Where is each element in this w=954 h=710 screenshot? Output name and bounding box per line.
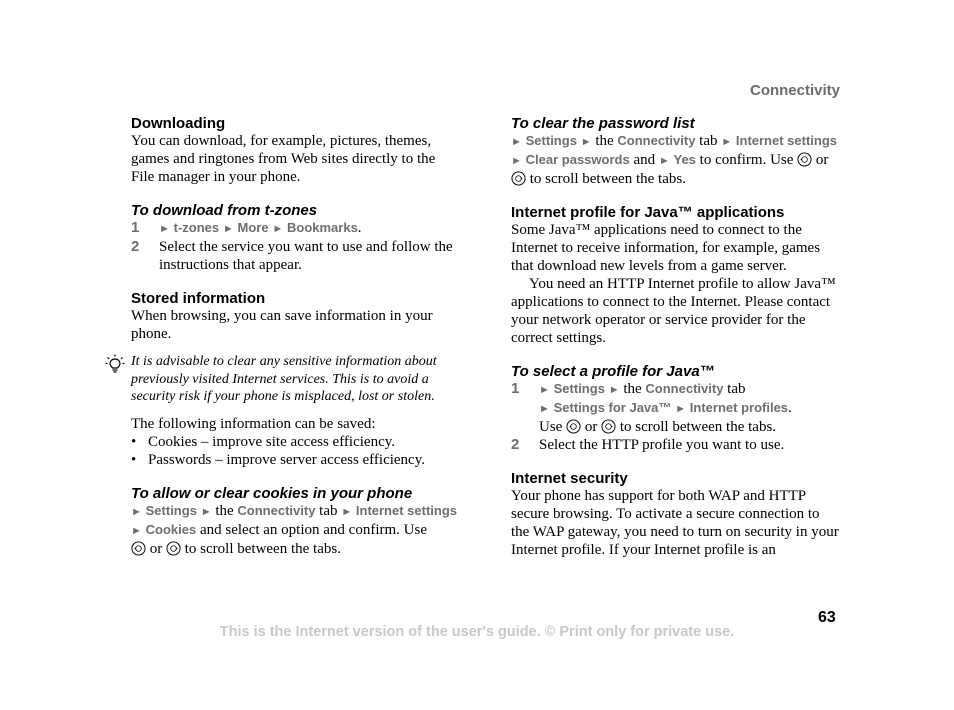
list-item: • Passwords – improve server access efficiency. xyxy=(131,451,461,469)
text: or xyxy=(815,152,829,168)
text: and xyxy=(633,152,656,168)
step-number: 2 xyxy=(511,436,520,453)
section-title: Connectivity xyxy=(749,82,840,99)
tzones-heading: To download from t-zones xyxy=(131,202,318,219)
tip-note xyxy=(131,353,461,406)
text: the xyxy=(623,381,642,397)
menu-item-bookmarks[interactable]: Bookmarks xyxy=(286,220,358,235)
text: Use xyxy=(539,419,563,435)
text: the xyxy=(595,133,614,149)
text: to scroll between the tabs. xyxy=(184,540,341,557)
footer-notice: This is the Internet version of the user's guide. © Print only for private use. xyxy=(219,624,735,640)
step-number: 1 xyxy=(131,219,140,236)
arrow-icon: ► xyxy=(222,223,234,235)
security-body: Your phone has support for both WAP and HTTP secure browsing. To activate a secure connection to the WAP gateway, you need to turn on security in your Internet profile. If your Internet profile is an xyxy=(511,488,839,558)
tip-text: It is advisable to clear any sensitive information about previously visited Internet services. This is to avoid a security risk if your phone is misplaced, lost or stolen. xyxy=(131,354,437,404)
tzones-step-1 xyxy=(131,219,461,238)
arrow-icon: ► xyxy=(539,384,550,396)
step-number: 2 xyxy=(131,238,140,255)
arrow-icon: ► xyxy=(608,384,620,396)
menu-item-settings[interactable]: Settings xyxy=(525,133,577,148)
arrow-icon: ► xyxy=(511,136,522,148)
navigation-key-left-icon xyxy=(131,541,146,556)
text: and select an option and confirm. Use xyxy=(199,521,427,538)
arrow-icon: ► xyxy=(341,505,353,518)
text: or xyxy=(584,419,598,435)
menu-item-connectivity[interactable]: Connectivity xyxy=(617,133,696,148)
navigation-key-left-icon xyxy=(797,152,812,167)
menu-item-connectivity[interactable]: Connectivity xyxy=(645,381,724,396)
stored-heading: Stored information xyxy=(131,290,266,307)
select-step-1 xyxy=(511,380,841,436)
arrow-icon: ► xyxy=(580,136,592,148)
navigation-key-left-icon xyxy=(566,419,581,434)
text: to scroll between the tabs. xyxy=(619,419,777,435)
text: the xyxy=(215,502,234,519)
arrow-icon: ► xyxy=(658,155,670,167)
arrow-icon: ► xyxy=(511,155,522,167)
java-paragraph-2: You need an HTTP Internet profile to allow Java™ applications to connect to the Internet. Please contact your network operator or service provider for the correct settings. xyxy=(511,276,836,346)
navigation-key-right-icon xyxy=(511,171,526,186)
step-end: . xyxy=(357,220,362,236)
navigation-key-right-icon xyxy=(601,419,616,434)
security-heading: Internet security xyxy=(511,470,628,487)
stored-body: When browsing, you can save information in your phone. xyxy=(131,308,433,342)
downloading-heading: Downloading xyxy=(131,115,226,132)
arrow-icon: ► xyxy=(675,403,687,415)
select-step-2 xyxy=(511,436,841,454)
navigation-key-right-icon xyxy=(166,541,181,556)
step-text: Select the service you want to use and follow the instructions that appear. xyxy=(159,239,453,273)
java-paragraph-1: Some Java™ applications need to connect to the Internet to receive information, for example, games that download new levels from a game server. xyxy=(511,222,821,274)
lightbulb-icon xyxy=(104,353,126,375)
cookies-instructions xyxy=(131,502,461,558)
list-intro: The following information can be saved: xyxy=(131,415,376,432)
tzones-step-2 xyxy=(131,238,461,274)
page-number: 63 xyxy=(818,609,836,626)
cookies-heading: To allow or clear cookies in your phone xyxy=(131,484,413,502)
list-item: • Cookies – improve site access efficiency. xyxy=(131,433,461,451)
menu-item-settings-for-java[interactable]: Settings for Java™ xyxy=(553,400,672,415)
text: or xyxy=(149,540,163,557)
arrow-icon: ► xyxy=(272,223,284,235)
menu-item-internet-profiles[interactable]: Internet profiles xyxy=(689,400,789,415)
downloading-body: You can download, for example, pictures, themes, games and ringtones from Web sites directly to the File manager in your phone. xyxy=(131,133,436,185)
arrow-icon: ► xyxy=(131,524,142,537)
arrow-icon: ► xyxy=(159,223,170,235)
menu-item-cookies[interactable]: Cookies xyxy=(145,521,197,537)
arrow-icon: ► xyxy=(131,505,142,518)
arrow-icon: ► xyxy=(721,136,733,148)
menu-item-more[interactable]: More xyxy=(237,220,269,235)
step-text: Select the HTTP profile you want to use. xyxy=(539,437,785,453)
text: to scroll between the tabs. xyxy=(529,171,686,187)
select-profile-heading: To select a profile for Java™ xyxy=(511,363,715,380)
text: . xyxy=(788,400,792,416)
right-column xyxy=(511,115,841,559)
step-number: 1 xyxy=(511,380,520,397)
text: to confirm. Use xyxy=(699,152,794,168)
text: tab xyxy=(699,133,718,149)
password-heading: To clear the password list xyxy=(511,115,695,132)
menu-item-settings[interactable]: Settings xyxy=(145,502,197,518)
menu-item-connectivity[interactable]: Connectivity xyxy=(237,502,316,518)
arrow-icon: ► xyxy=(539,403,550,415)
menu-item-tzones[interactable]: t-zones xyxy=(173,220,220,235)
left-column xyxy=(131,115,461,558)
menu-item-internet-settings[interactable]: Internet settings xyxy=(355,502,458,518)
arrow-icon: ► xyxy=(200,505,212,518)
java-heading: Internet profile for Java™ applications xyxy=(511,204,785,221)
text: tab xyxy=(319,502,338,519)
menu-item-internet-settings[interactable]: Internet settings xyxy=(735,133,838,148)
text: tab xyxy=(727,381,746,397)
menu-item-settings[interactable]: Settings xyxy=(553,381,605,396)
password-instructions xyxy=(511,132,841,188)
menu-item-clear-passwords[interactable]: Clear passwords xyxy=(525,152,630,167)
menu-item-yes[interactable]: Yes xyxy=(673,152,696,167)
